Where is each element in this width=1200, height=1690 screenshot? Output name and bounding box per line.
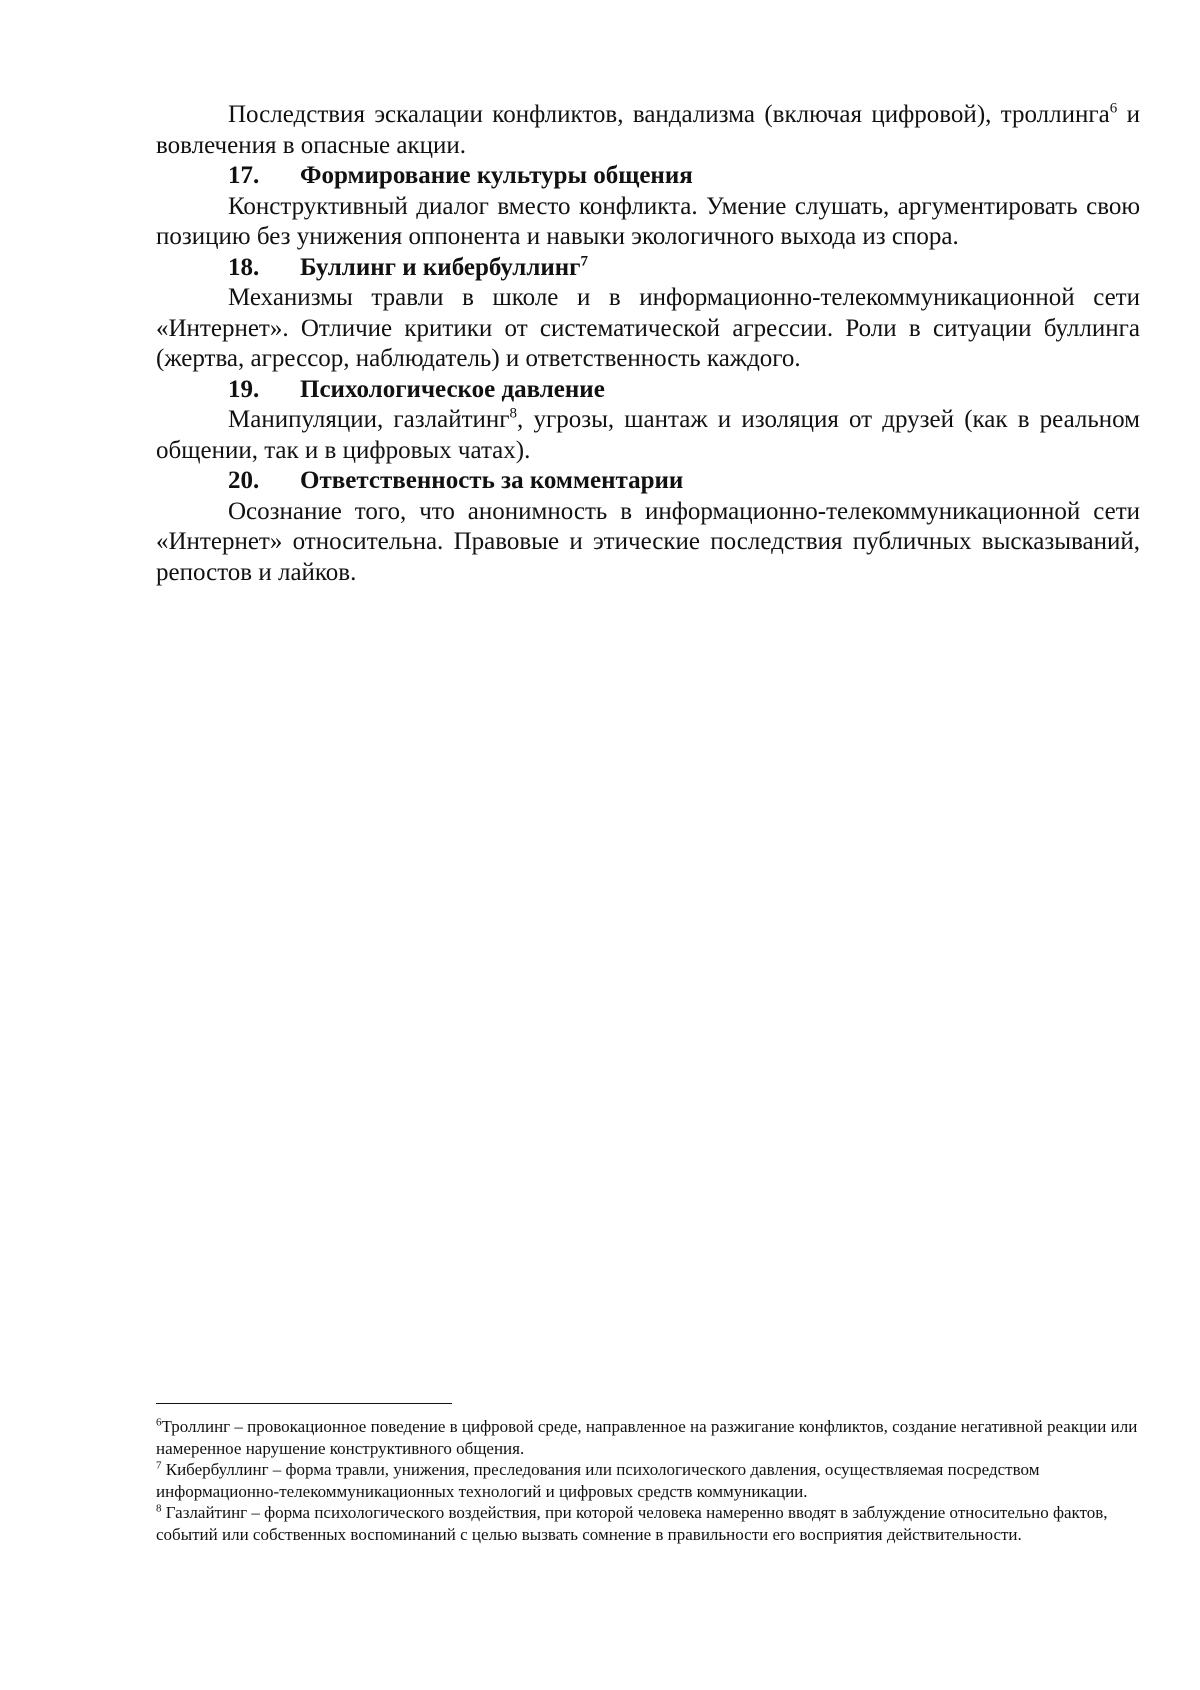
section-number: 18.: [228, 253, 260, 281]
section-title: Ответственность за комментарии: [300, 467, 684, 494]
section-body-18: Механизмы травли в школе и в информационно-телекоммуникационной сети «Интернет». Отличие критики от систематической агрессии. Роли в ситуации буллинга (жертва, агрессор, наблюдатель) и ответственность каждого.: [156, 284, 1140, 372]
footnote-text: Кибербуллинг – форма травли, унижения, преследования или психологического давления, осуществляемая посредством информационно-телекоммуникационных технологий и цифровых средств коммуникации.: [156, 1460, 1040, 1501]
footnote-8: [156, 1502, 1140, 1545]
section-number: 17.: [228, 162, 260, 189]
section-title: [300, 253, 588, 284]
section-heading-20: [156, 466, 1140, 497]
section-heading-17: [156, 161, 1140, 192]
section-body-20: Осознание того, что анонимность в информационно-телекоммуникационной сети «Интернет» относительна. Правовые и этические последствия публичных высказываний, репостов и лайков.: [156, 497, 1140, 586]
section-body-text-end: , угрозы, шантаж и изоляция от друзей (как в реальном общении, так и в цифровых чатах).: [156, 406, 1140, 464]
footnote-mark: 6: [156, 1416, 162, 1429]
section-title: Психологическое давление: [300, 375, 605, 403]
footnote-mark: 8: [156, 1502, 162, 1515]
section-body-19: [156, 405, 1140, 466]
section-title-text: Буллинг и кибербуллинг: [300, 253, 581, 281]
footnotes: [156, 1403, 1140, 1545]
footnote-7: [156, 1459, 1140, 1502]
footnote-text: Газлайтинг – форма психологического воздействия, при которой человека намеренно вводят в заблуждение относительно фактов, событий или собственных воспоминаний с целью вызвать сомнение в правильности его восприятия действительности.: [156, 1503, 1108, 1544]
section-title: Формирование культуры общения: [300, 162, 693, 189]
section-number: 19.: [228, 375, 260, 403]
footnote-ref-7: 7: [580, 253, 589, 270]
section-heading-19: [156, 375, 1140, 406]
intro-text: Последствия эскалации конфликтов, вандализма (включая цифровой), троллинга: [228, 101, 1110, 128]
intro-paragraph: [156, 100, 1140, 161]
document-body: [156, 100, 1140, 588]
footnote-separator: [156, 1403, 452, 1404]
footnote-text: Троллинг – провокационное поведение в цифровой среде, направленное на разжигание конфликтов, создание негативной реакции или намеренное нарушение конструктивного общения.: [156, 1417, 1138, 1458]
section-body-text: Манипуляции, газлайтинг: [228, 406, 510, 433]
section-number: 20.: [228, 467, 260, 494]
section-body-17: Конструктивный диалог вместо конфликта. Умение слушать, аргументировать свою позицию без унижения оппонента и навыки экологичного выхода из спора.: [156, 192, 1140, 250]
footnote-6: [156, 1416, 1140, 1459]
footnote-ref-8: 8: [509, 405, 518, 422]
footnote-mark: 7: [156, 1459, 162, 1472]
footnote-ref-6: 6: [1109, 100, 1118, 117]
section-heading-18: [156, 253, 1140, 284]
intro-text-end: и вовлечения в опасные акции.: [156, 101, 1140, 159]
